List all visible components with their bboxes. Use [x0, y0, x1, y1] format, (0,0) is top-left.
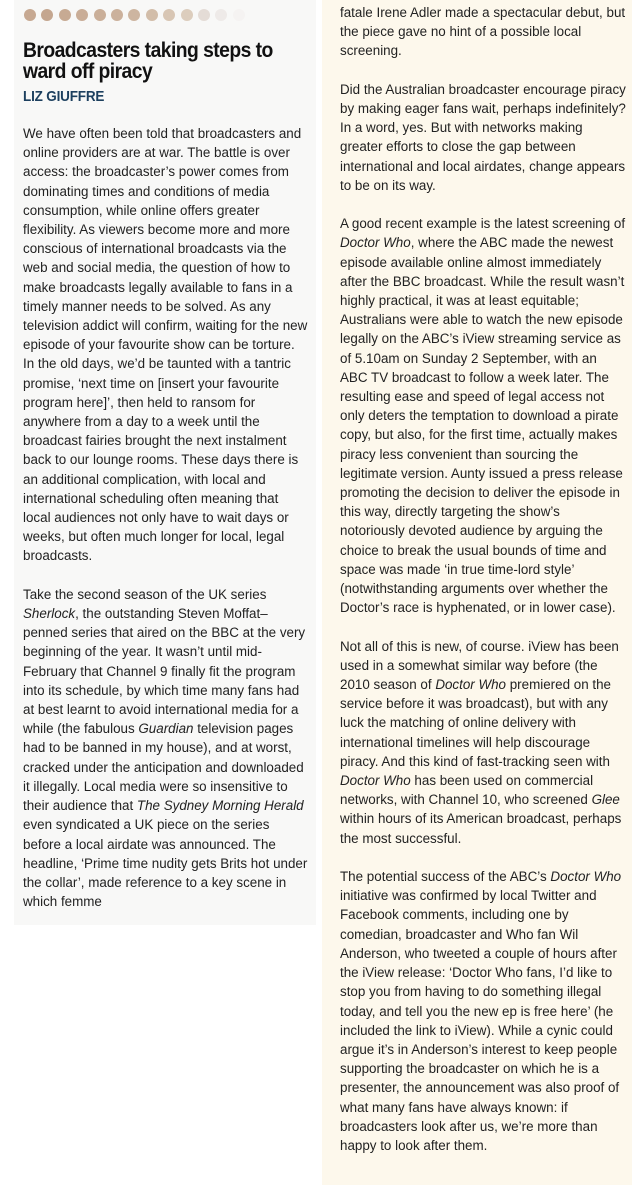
- article-column-right: [340, 3, 626, 1174]
- text-run: fatale Irene Adler made a spectacular debut, but the piece gave no hint of a possible local screening.: [340, 5, 626, 59]
- paragraph: [23, 585, 309, 911]
- text-run: initiative was confirmed by local Twitter and Facebook comments, including one by comedian, broadcaster and Who fan Wil Anderson, who tweeted a couple of hours after the iView release: ‘Doctor Who fans, I’d like to stop you from having to do something illegal today, and tell you the new ep is free here’ (he included the link to iView). While a cynic could argue it’s in Anderson’s interest to keep people supporting the broadcaster on which he is a presenter, the announcement was also proof of what many fans have always known: if broadcasters look after us, we’re more than happy to look after them.: [340, 888, 620, 1153]
- paragraph: [340, 214, 626, 617]
- article-headline: Broadcasters taking steps to ward off piracy: [23, 39, 273, 83]
- text-run: even syndicated a UK piece on the series before a local airdate was announced. The headline, ‘Prime time nudity gets Brits hot under the collar’, made reference to a key scene in which femme: [23, 817, 308, 910]
- text-run: Take the second season of the UK series: [23, 586, 267, 602]
- italic-title: Guardian: [138, 721, 194, 737]
- decorative-dot: [198, 9, 210, 21]
- decorative-dot: [41, 9, 53, 21]
- italic-title: Glee: [591, 792, 620, 808]
- text-run: has been used on commercial networks, with Channel 10, who screened: [340, 773, 594, 808]
- decorative-dot: [76, 9, 88, 21]
- text-run: Did the Australian broadcaster encourage piracy by making eager fans wait, perhaps indefinitely? In a word, yes. But with networks making greater efforts to close the gap between international and local airdates, change appears to be on its way.: [340, 81, 626, 193]
- decorative-dot: [215, 9, 227, 21]
- decorative-dot: [163, 9, 175, 21]
- paragraph: [340, 637, 626, 848]
- text-run: We have often been told that broadcasters and online providers are at war. The battle is over access: the broadcaster’s power comes from dominating times and conditions of media consumption, while online offers greater flexibility. As viewers become more and more conscious of international broadcasts via the web and social media, the question of how to make broadcasts legally available to fans in a timely manner needs to be solved. As any television addict will confirm, waiting for the new episode of your favourite show can be torture. In the old days, we’d be taunted with a tantric promise, ‘next time on [insert your favourite program here]’, then held to ransom for anywhere from a day to a week until the broadcast fairies brought the next instalment back to our lounge rooms. These days there is an additional complication, with local and international scheduling often meaning that local audiences not only have to wait days or weeks, but often much longer for local, legal broadcasts.: [23, 126, 308, 564]
- decorative-dot: [181, 9, 193, 21]
- decorative-dot: [59, 9, 71, 21]
- italic-title: Doctor Who: [340, 773, 411, 789]
- decorative-dot: [128, 9, 140, 21]
- text-run: Not all of this is new, of course. iView has been used in a somewhat similar way before (the 2010 season of: [340, 638, 619, 693]
- paragraph: [340, 867, 626, 1155]
- text-run: , where the ABC made the newest episode available online almost immediately after the BBC broadcast. While the result wasn’t highly practical, it was at least equitable; Australians were able to watch the new episode legally on the ABC’s iView streaming service as of 5.10am on Sunday 2 September, with an ABC TV broadcast to follow a week later. The resulting ease and speed of legal access not only deters the temptation to download a pirate copy, but also, for the first time, actually makes piracy less convenient than sourcing the legitimate version. Aunty issued a press release promoting the decision to deliver the episode in this way, directly targeting the show’s notoriously devoted audience by arguing the choice to break the usual bounds of time and space was made ‘in true time-lord style’ (notwithstanding arguments over whether the Doctor’s race is hyphenated, or in lower case).: [340, 235, 625, 616]
- paragraph: [340, 3, 626, 61]
- decorative-dot: [94, 9, 106, 21]
- text-run: television pages had to be banned in my house), and at worst, cracked under the anticipation and downloaded it illegally. Local media were so insensitive to their audience that: [23, 721, 304, 814]
- decorative-dot: [233, 9, 245, 21]
- text-run: within hours of its American broadcast, perhaps the most successful.: [340, 811, 622, 846]
- text-run: The potential success of the ABC’s: [340, 869, 551, 885]
- text-run: premiered on the service before it was broadcast), but with any luck the matching of online delivery with international timelines will help discourage piracy. And this kind of fast-tracking seen with: [340, 677, 611, 769]
- paragraph: [340, 80, 626, 195]
- italic-title: The Sydney Morning Herald: [136, 798, 304, 814]
- article-column-left: [23, 124, 309, 931]
- italic-title: Doctor Who: [340, 235, 411, 251]
- decorative-dot-row: [24, 9, 245, 21]
- italic-title: Doctor Who: [435, 677, 507, 693]
- decorative-dot: [146, 9, 158, 21]
- text-run: A good recent example is the latest screening of: [340, 216, 626, 232]
- italic-title: Sherlock: [23, 606, 76, 622]
- decorative-dot: [111, 9, 123, 21]
- author-byline: LIZ GIUFFRE: [23, 88, 105, 105]
- italic-title: Doctor Who: [550, 869, 622, 885]
- paragraph: [23, 124, 309, 566]
- decorative-dot: [24, 9, 36, 21]
- text-run: , the outstanding Steven Moffat–penned series that aired on the BBC at the very beginning of the year. It wasn’t until mid-February that Channel 9 finally fit the program into its schedule, by which time many fans had at best learnt to avoid international media for a while (the fabulous: [23, 606, 306, 737]
